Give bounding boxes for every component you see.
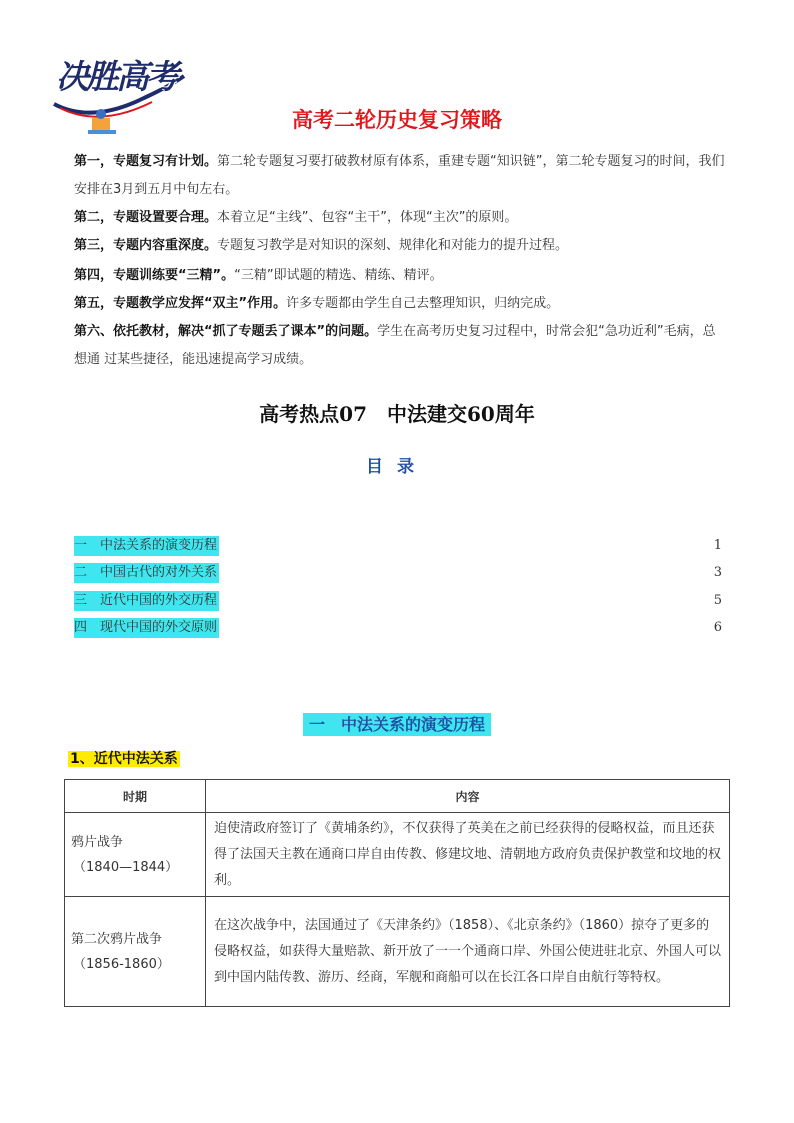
strategy-6-lead: 第六、依托教材，解决“抓了专题丢了课本”的问题。 — [74, 324, 378, 339]
strategy-4 — [74, 262, 726, 290]
strategy-4-lead: 第四，专题训练要“三精”。 — [74, 268, 235, 283]
strategy-5-body: 许多专题都由学生自己去整理知识，归纳完成。 — [286, 296, 560, 311]
relations-table — [64, 779, 730, 1007]
subsection-heading-text: 1、近代中法关系 — [70, 751, 178, 767]
toc-heading: 目录 — [366, 457, 428, 477]
table-row — [65, 897, 730, 1007]
section-heading-text: 一 中法关系的演变历程 — [303, 713, 491, 736]
content-cell: 在这次战争中，法国通过了《天津条约》（1858）、《北京条约》（1860）掠夺了更多的侵略权益，如获得大量赔款、新开放了一一个通商口岸、外国公使进驻北京、外国人可以到中国内陆传教、游历、经商，军舰和商船可以在长江各口岸自由航行等特权。 — [206, 897, 730, 1007]
period-years: （1840—1844） — [73, 859, 179, 875]
strategy-5-lead: 第五，专题教学应发挥“双主”作用。 — [74, 296, 287, 311]
toc-item-page: 5 — [713, 593, 722, 608]
strategy-2-body: 本着立足“主线”、包容“主干”，体现“主次”的原则。 — [217, 210, 518, 225]
toc-item[interactable] — [74, 536, 722, 556]
table-header-row — [65, 780, 730, 813]
strategy-1-body: 第二轮专题复习要打破教材原有体系，重建专题“知识链”，第二轮专题复习的时间，我们安排在3月到五月中旬左右。 — [74, 154, 725, 197]
toc-item-page: 6 — [713, 620, 722, 635]
period-cell — [65, 897, 206, 1007]
period-name: 鸦片战争 — [71, 834, 124, 850]
strategy-5 — [74, 290, 726, 318]
period-name: 第二次鸦片战争 — [71, 931, 163, 947]
strategy-3-lead: 第三，专题内容重深度。 — [74, 238, 218, 253]
strategy-6-body: 学生在高考历史复习过程中，时常会犯“急功近利”毛病，总想通 过某些捷径，能迅速提高学习成绩。 — [74, 324, 716, 367]
document-title: 高考二轮历史复习策略 — [292, 108, 502, 132]
logo-text: 决胜高考 — [56, 57, 176, 96]
period-years: （1856-1860） — [73, 956, 170, 972]
header-content: 内容 — [206, 780, 730, 813]
toc-item[interactable] — [74, 618, 722, 638]
strategy-3 — [74, 232, 726, 260]
strategy-2 — [74, 204, 726, 232]
strategy-2-lead: 第二，专题设置要合理。 — [74, 210, 218, 225]
toc-item-label[interactable]: 三 近代中国的外交历程 — [74, 591, 219, 611]
hot-topic-title: 高考热点07 中法建交60周年 — [259, 402, 535, 426]
toc-item-label[interactable]: 四 现代中国的外交原则 — [74, 618, 219, 638]
toc-item[interactable] — [74, 591, 722, 611]
toc-item-label[interactable]: 一 中法关系的演变历程 — [74, 536, 219, 556]
period-cell — [65, 813, 206, 897]
strategy-3-body: 专题复习教学是对知识的深刻、规律化和对能力的提升过程。 — [217, 238, 569, 253]
content-cell: 迫使清政府签订了《黄埔条约》，不仅获得了英美在之前已经获得的侵略权益，而且还获得了法国天主教在通商口岸自由传教、修建坟地、清朝地方政府负责保护教堂和坟地的权利。 — [206, 813, 730, 897]
strategy-1-lead: 第一，专题复习有计划。 — [74, 154, 218, 169]
strategy-6 — [74, 318, 726, 374]
subsection-heading — [68, 748, 180, 770]
table-row — [65, 813, 730, 897]
toc-item[interactable] — [74, 563, 722, 583]
strategy-4-body: “三精”即试题的精选、精练、精评。 — [234, 268, 443, 283]
strategy-1 — [74, 148, 726, 204]
toc-item-page: 1 — [713, 538, 722, 553]
header-period: 时期 — [65, 780, 206, 813]
section-heading — [0, 712, 794, 738]
toc-item-label[interactable]: 二 中国古代的对外关系 — [74, 563, 219, 583]
toc-item-page: 3 — [713, 565, 722, 580]
